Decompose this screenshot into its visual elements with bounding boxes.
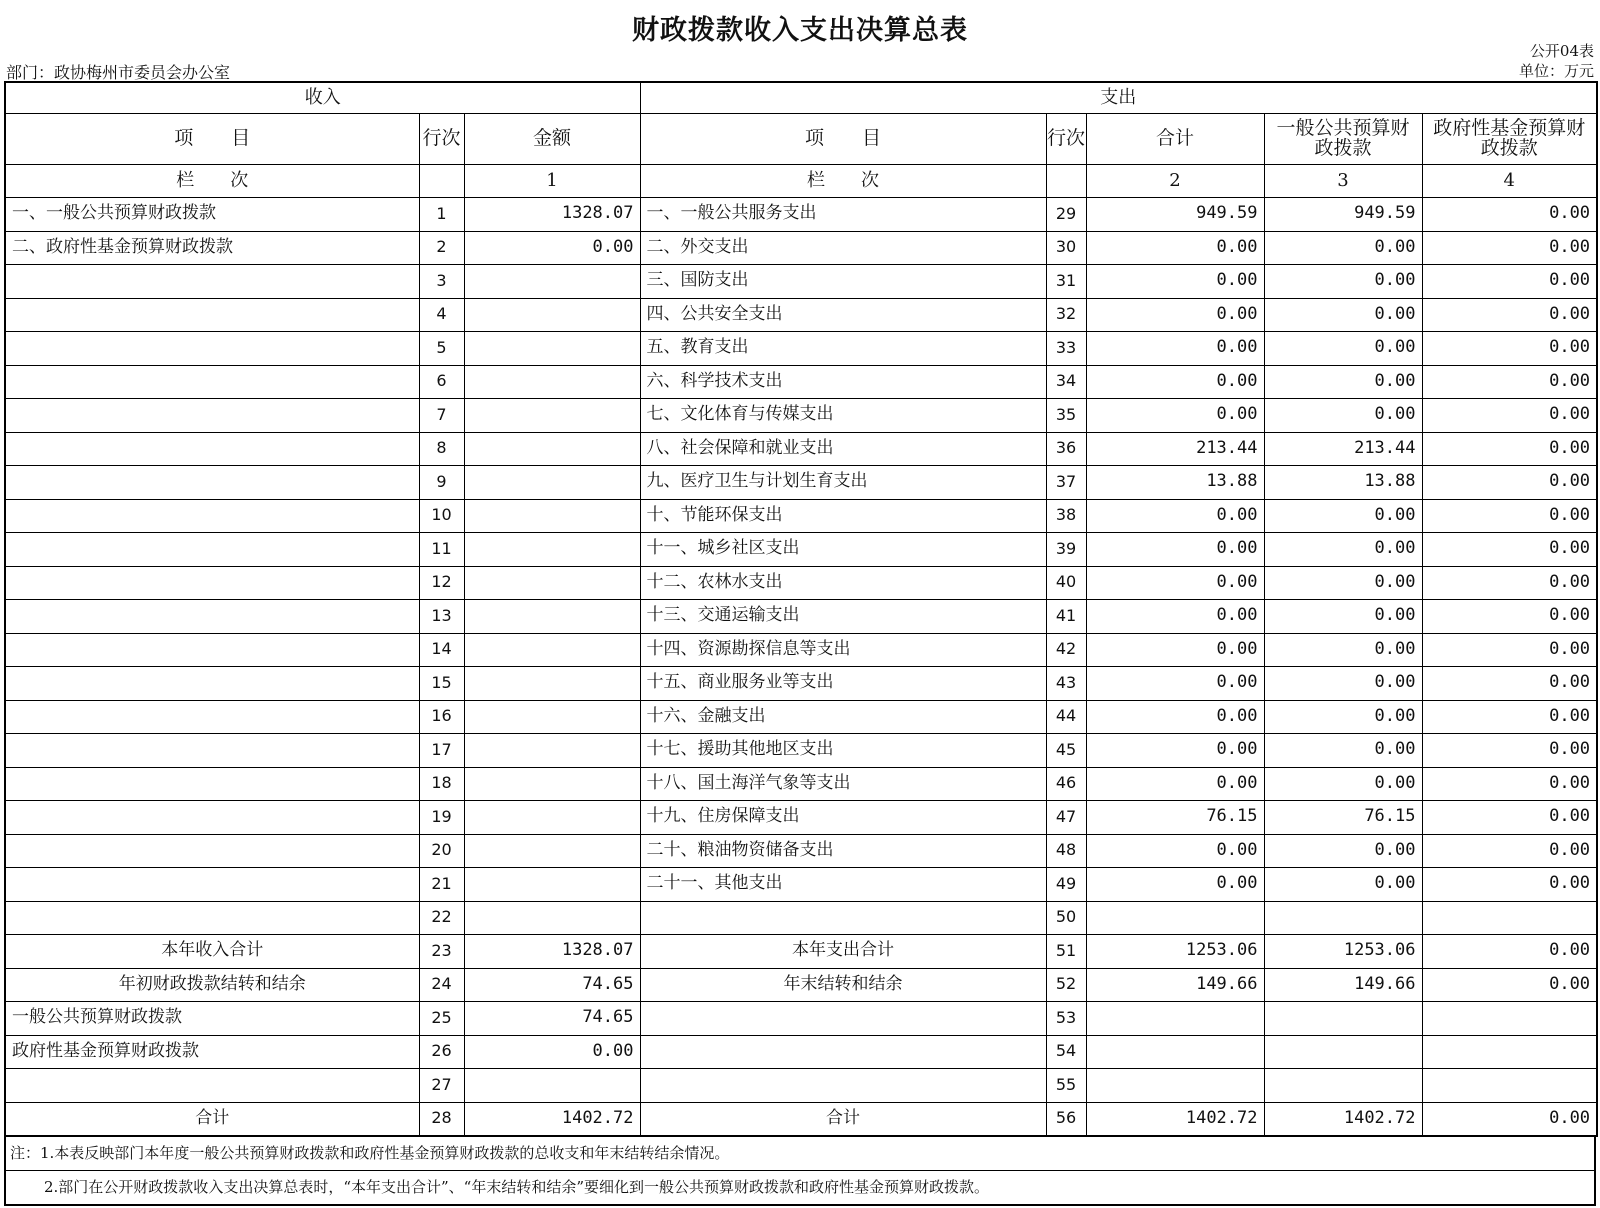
expense-item: 四、公共安全支出 [640,298,1046,332]
expense-row-number: 46 [1046,767,1086,801]
income-row-number: 8 [419,432,464,466]
expense-gov-fund: 0.00 [1422,1102,1597,1136]
summary-row [5,1102,1597,1136]
expense-item: 三、国防支出 [640,265,1046,299]
income-amount [464,466,640,500]
income-row-number: 25 [419,1002,464,1036]
expense-row-number: 37 [1046,466,1086,500]
expense-row-number: 38 [1046,499,1086,533]
table-row [5,365,1597,399]
expense-total: 949.59 [1086,198,1264,232]
expense-gov-fund: 0.00 [1422,432,1597,466]
expense-total: 0.00 [1086,332,1264,366]
expense-gov-fund: 0.00 [1422,633,1597,667]
expense-general-budget: 0.00 [1264,533,1422,567]
expense-total: 0.00 [1086,767,1264,801]
expense-item: 十五、商业服务业等支出 [640,667,1046,701]
expense-gov-fund: 0.00 [1422,801,1597,835]
income-amount [464,633,640,667]
expense-gov-fund: 0.00 [1422,499,1597,533]
department-label: 部门：政协梅州市委员会办公室 [6,63,231,82]
expense-row-number: 47 [1046,801,1086,835]
expense-item: 二十、粮油物资储备支出 [640,834,1046,868]
summary-row [5,935,1597,969]
expense-row-number: 36 [1046,432,1086,466]
income-amount [464,399,640,433]
gov-fund-header: 政府性基金预算财政拨款 [1422,114,1597,165]
income-row-number: 26 [419,1035,464,1069]
income-row-number: 1 [419,198,464,232]
table-row [5,868,1597,902]
expense-total: 0.00 [1086,734,1264,768]
table-row [5,901,1597,935]
table-row [5,231,1597,265]
expense-row-number: 40 [1046,566,1086,600]
income-row-number: 14 [419,633,464,667]
expense-total: 1402.72 [1086,1102,1264,1136]
expense-item: 十六、金融支出 [640,700,1046,734]
expense-row-number: 30 [1046,231,1086,265]
income-row-number: 4 [419,298,464,332]
expense-general-budget [1264,1035,1422,1069]
income-row-number: 20 [419,834,464,868]
expense-total [1086,1069,1264,1103]
summary-row [5,968,1597,1002]
expense-row-number: 29 [1046,198,1086,232]
expense-item: 七、文化体育与传媒支出 [640,399,1046,433]
income-item [5,533,419,567]
income-amount [464,566,640,600]
expense-general-budget: 0.00 [1264,566,1422,600]
expense-general-budget: 1402.72 [1264,1102,1422,1136]
expense-general-budget [1264,1002,1422,1036]
expense-row-number: 44 [1046,700,1086,734]
income-item [5,667,419,701]
income-row-number: 22 [419,901,464,935]
expense-general-budget: 0.00 [1264,231,1422,265]
expense-total: 213.44 [1086,432,1264,466]
income-item [5,633,419,667]
income-row-number: 21 [419,868,464,902]
page-title: 财政拨款收入支出决算总表 [632,15,968,46]
income-row-number: 19 [419,801,464,835]
income-item-header: 项 目 [5,114,419,165]
expense-row-number: 52 [1046,968,1086,1002]
income-row-number: 18 [419,767,464,801]
income-amount-header: 金额 [464,114,640,165]
expense-gov-fund: 0.00 [1422,700,1597,734]
income-item [5,466,419,500]
expense-general-budget: 0.00 [1264,332,1422,366]
expense-item: 六、科学技术支出 [640,365,1046,399]
expense-row-number: 54 [1046,1035,1086,1069]
expense-gov-fund: 0.00 [1422,533,1597,567]
expense-gov-fund: 0.00 [1422,332,1597,366]
expense-general-budget: 13.88 [1264,466,1422,500]
income-amount: 1328.07 [464,198,640,232]
expense-total: 0.00 [1086,667,1264,701]
note-1: 注：1.本表反映部门本年度一般公共预算财政拨款和政府性基金预算财政拨款的总收支和年末结转结余情况。 [10,1144,730,1162]
summary-row [5,1002,1597,1036]
income-row-number: 15 [419,667,464,701]
income-amount [464,734,640,768]
expense-row-number: 43 [1046,667,1086,701]
income-row-number: 12 [419,566,464,600]
income-amount [464,265,640,299]
income-item: 本年收入合计 [5,935,419,969]
expense-row-number: 42 [1046,633,1086,667]
income-amount: 0.00 [464,1035,640,1069]
income-item [5,1069,419,1103]
expense-total: 0.00 [1086,231,1264,265]
income-amount [464,667,640,701]
expense-item: 二十一、其他支出 [640,868,1046,902]
expense-gov-fund: 0.00 [1422,399,1597,433]
expense-item: 五、教育支出 [640,332,1046,366]
table-row [5,198,1597,232]
header-row-sections [5,82,1597,114]
header-row-column-numbers [5,165,1597,198]
notes-section [4,1137,1596,1206]
expense-general-budget: 0.00 [1264,499,1422,533]
table-row [5,499,1597,533]
income-item: 年初财政拨款结转和结余 [5,968,419,1002]
expense-total: 0.00 [1086,868,1264,902]
expense-gov-fund: 0.00 [1422,298,1597,332]
expense-general-budget [1264,901,1422,935]
expense-row-number: 33 [1046,332,1086,366]
expense-row-number: 34 [1046,365,1086,399]
expense-total [1086,901,1264,935]
income-amount [464,767,640,801]
income-row-number: 24 [419,968,464,1002]
income-item: 合计 [5,1102,419,1136]
income-item [5,332,419,366]
expense-general-budget: 0.00 [1264,868,1422,902]
table-row [5,533,1597,567]
income-amount: 0.00 [464,231,640,265]
expense-gov-fund [1422,901,1597,935]
income-item [5,432,419,466]
expense-gov-fund: 0.00 [1422,466,1597,500]
expense-gov-fund: 0.00 [1422,834,1597,868]
expense-gov-fund: 0.00 [1422,365,1597,399]
expense-general-budget: 0.00 [1264,265,1422,299]
expense-row-number: 45 [1046,734,1086,768]
expense-item: 八、社会保障和就业支出 [640,432,1046,466]
expense-item: 二、外交支出 [640,231,1046,265]
income-amount: 1402.72 [464,1102,640,1136]
expense-item: 合计 [640,1102,1046,1136]
expense-general-budget: 76.15 [1264,801,1422,835]
expense-rowno-blank [1046,165,1086,198]
table-row [5,332,1597,366]
expense-gov-fund: 0.00 [1422,868,1597,902]
income-amount [464,901,640,935]
income-item [5,499,419,533]
expense-gov-fund: 0.00 [1422,767,1597,801]
expense-general-budget: 0.00 [1264,834,1422,868]
form-number: 公开04表 [1529,42,1594,60]
expense-item: 九、医疗卫生与计划生育支出 [640,466,1046,500]
expense-total: 0.00 [1086,499,1264,533]
expense-general-budget: 1253.06 [1264,935,1422,969]
income-rowno-header: 行次 [419,114,464,165]
header-row-columns [5,114,1597,165]
expense-item: 十九、住房保障支出 [640,801,1046,835]
expense-general-budget: 0.00 [1264,298,1422,332]
expense-item [640,1002,1046,1036]
income-amount: 74.65 [464,968,640,1002]
expense-total: 0.00 [1086,600,1264,634]
expense-item: 一、一般公共服务支出 [640,198,1046,232]
expense-general-budget: 213.44 [1264,432,1422,466]
expense-item-header: 项 目 [640,114,1046,165]
expense-row-number: 31 [1046,265,1086,299]
table-row [5,734,1597,768]
income-amount [464,499,640,533]
expense-total: 1253.06 [1086,935,1264,969]
note-2: 2.部门在公开财政拨款收入支出决算总表时，“本年支出合计”、“年末结转和结余”要细化到一般公共预算财政拨款和政府性基金预算财政拨款。 [6,1170,1594,1204]
expense-gov-fund: 0.00 [1422,231,1597,265]
table-row [5,834,1597,868]
expense-total: 0.00 [1086,265,1264,299]
expense-item: 年末结转和结余 [640,968,1046,1002]
expense-gov-fund: 0.00 [1422,968,1597,1002]
expense-item: 十四、资源勘探信息等支出 [640,633,1046,667]
income-row-number: 23 [419,935,464,969]
income-amount [464,298,640,332]
col-number-4: 4 [1422,165,1597,198]
expense-item [640,1035,1046,1069]
income-amount [464,365,640,399]
expense-gov-fund: 0.00 [1422,265,1597,299]
general-budget-header: 一般公共预算财政拨款 [1264,114,1422,165]
expense-general-budget: 0.00 [1264,365,1422,399]
expense-item: 十七、援助其他地区支出 [640,734,1046,768]
income-row-number: 6 [419,365,464,399]
expense-row-number: 41 [1046,600,1086,634]
income-item [5,399,419,433]
income-item [5,834,419,868]
income-item: 一般公共预算财政拨款 [5,1002,419,1036]
table-row [5,801,1597,835]
expense-row-number: 39 [1046,533,1086,567]
expense-total: 76.15 [1086,801,1264,835]
income-amount: 74.65 [464,1002,640,1036]
expense-row-number: 56 [1046,1102,1086,1136]
expense-item [640,901,1046,935]
col-number-3: 3 [1264,165,1422,198]
expense-gov-fund [1422,1069,1597,1103]
income-item [5,365,419,399]
income-row-number: 27 [419,1069,464,1103]
income-item [5,868,419,902]
expense-total-header: 合计 [1086,114,1264,165]
expense-total: 0.00 [1086,298,1264,332]
expense-header: 支出 [640,82,1597,114]
table-row [5,466,1597,500]
summary-row [5,1069,1597,1103]
income-item [5,700,419,734]
expense-total: 0.00 [1086,566,1264,600]
income-item [5,265,419,299]
expense-row-number: 32 [1046,298,1086,332]
income-header: 收入 [5,82,640,114]
expense-total: 0.00 [1086,533,1264,567]
expense-row-number: 55 [1046,1069,1086,1103]
expense-column-label: 栏 次 [640,165,1046,198]
expense-general-budget: 0.00 [1264,767,1422,801]
income-row-number: 2 [419,231,464,265]
expense-gov-fund: 0.00 [1422,667,1597,701]
expense-gov-fund [1422,1035,1597,1069]
expense-total: 0.00 [1086,365,1264,399]
expense-row-number: 51 [1046,935,1086,969]
unit-label: 单位：万元 [1518,62,1594,80]
table-row [5,600,1597,634]
expense-total [1086,1035,1264,1069]
income-item [5,298,419,332]
expense-gov-fund: 0.00 [1422,600,1597,634]
income-amount [464,533,640,567]
expense-gov-fund: 0.00 [1422,935,1597,969]
income-item [5,801,419,835]
expense-total: 0.00 [1086,700,1264,734]
income-amount: 1328.07 [464,935,640,969]
expense-row-number: 49 [1046,868,1086,902]
expense-row-number: 35 [1046,399,1086,433]
income-row-number: 16 [419,700,464,734]
income-item [5,566,419,600]
expense-general-budget: 149.66 [1264,968,1422,1002]
income-amount [464,700,640,734]
expense-general-budget: 0.00 [1264,700,1422,734]
table-row [5,298,1597,332]
income-row-number: 17 [419,734,464,768]
budget-table [4,81,1598,1137]
income-amount [464,1069,640,1103]
income-amount [464,432,640,466]
table-row [5,399,1597,433]
income-item [5,600,419,634]
expense-general-budget: 0.00 [1264,734,1422,768]
income-row-number: 3 [419,265,464,299]
expense-gov-fund: 0.00 [1422,198,1597,232]
expense-row-number: 50 [1046,901,1086,935]
expense-general-budget: 0.00 [1264,667,1422,701]
expense-total: 13.88 [1086,466,1264,500]
expense-total: 0.00 [1086,399,1264,433]
table-row [5,432,1597,466]
income-row-number: 5 [419,332,464,366]
expense-general-budget: 0.00 [1264,600,1422,634]
income-amount [464,868,640,902]
income-row-number: 13 [419,600,464,634]
income-amount [464,600,640,634]
income-item [5,901,419,935]
expense-item: 十一、城乡社区支出 [640,533,1046,567]
expense-item: 本年支出合计 [640,935,1046,969]
expense-general-budget: 0.00 [1264,399,1422,433]
income-row-number: 28 [419,1102,464,1136]
expense-item: 十、节能环保支出 [640,499,1046,533]
expense-gov-fund [1422,1002,1597,1036]
income-amount [464,801,640,835]
table-row [5,667,1597,701]
table-row [5,566,1597,600]
table-row [5,265,1597,299]
expense-row-number: 53 [1046,1002,1086,1036]
income-amount [464,332,640,366]
expense-gov-fund: 0.00 [1422,734,1597,768]
income-row-number: 11 [419,533,464,567]
income-item: 一、一般公共预算财政拨款 [5,198,419,232]
table-row [5,767,1597,801]
table-row [5,633,1597,667]
income-item [5,767,419,801]
expense-rowno-header: 行次 [1046,114,1086,165]
expense-item: 十二、农林水支出 [640,566,1046,600]
income-item: 政府性基金预算财政拨款 [5,1035,419,1069]
expense-item: 十八、国土海洋气象等支出 [640,767,1046,801]
expense-general-budget [1264,1069,1422,1103]
expense-total [1086,1002,1264,1036]
summary-row [5,1035,1597,1069]
col-number-1: 1 [464,165,640,198]
expense-total: 0.00 [1086,633,1264,667]
expense-row-number: 48 [1046,834,1086,868]
expense-total: 0.00 [1086,834,1264,868]
expense-general-budget: 949.59 [1264,198,1422,232]
income-amount [464,834,640,868]
income-column-label: 栏 次 [5,165,419,198]
table-body [5,82,1597,1136]
income-row-number: 7 [419,399,464,433]
expense-item: 十三、交通运输支出 [640,600,1046,634]
table-row [5,700,1597,734]
expense-general-budget: 0.00 [1264,633,1422,667]
expense-item [640,1069,1046,1103]
income-rowno-blank [419,165,464,198]
expense-gov-fund: 0.00 [1422,566,1597,600]
income-item: 二、政府性基金预算财政拨款 [5,231,419,265]
expense-total: 149.66 [1086,968,1264,1002]
col-number-2: 2 [1086,165,1264,198]
income-row-number: 9 [419,466,464,500]
income-item [5,734,419,768]
income-row-number: 10 [419,499,464,533]
